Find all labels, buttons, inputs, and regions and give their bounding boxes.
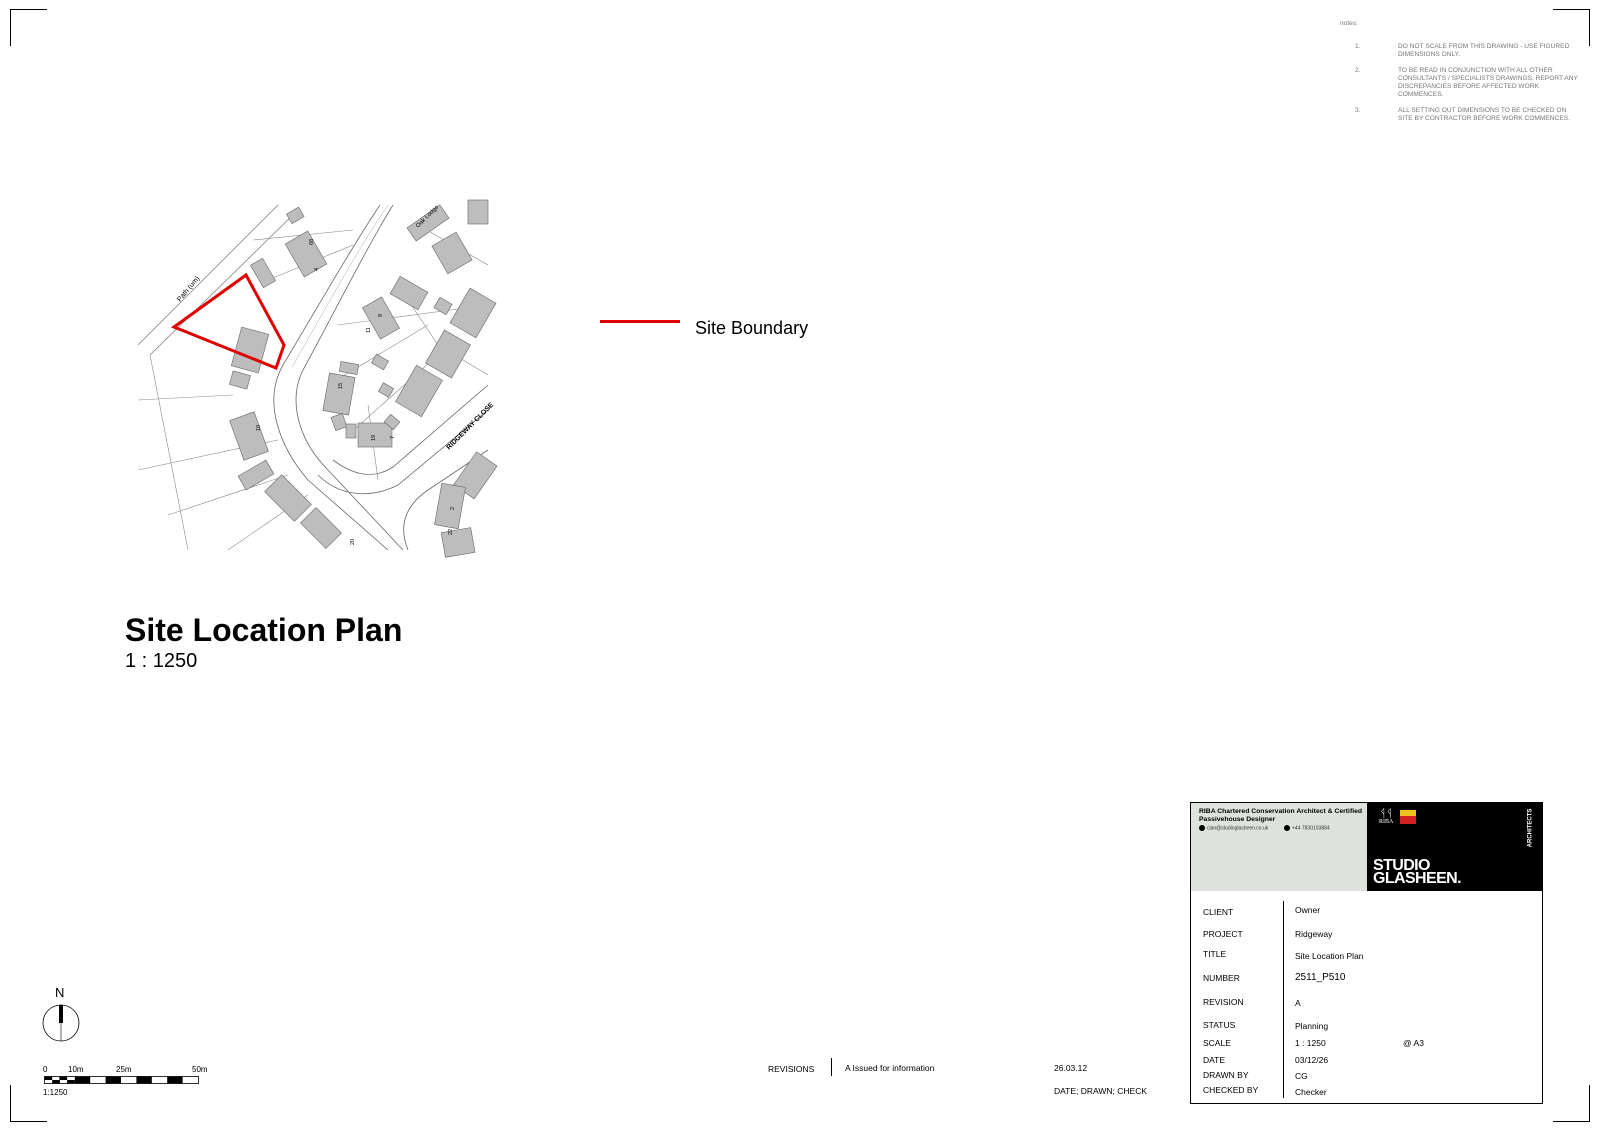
scale-ratio-label: 1:1250 bbox=[43, 1088, 68, 1097]
title-block-header bbox=[1191, 803, 1542, 891]
project-label: PROJECT bbox=[1203, 929, 1243, 939]
phone-contact bbox=[1284, 825, 1330, 831]
north-label: N bbox=[55, 985, 65, 1000]
house-number-label: 4 bbox=[314, 267, 320, 271]
sheet-corner-mark bbox=[1553, 1085, 1590, 1122]
house-number-label: 68 bbox=[309, 238, 315, 245]
site-boundary-legend-label: Site Boundary bbox=[695, 318, 809, 338]
note-number: 3. bbox=[1355, 107, 1361, 114]
studio-brand-panel bbox=[1367, 803, 1542, 891]
revision-entry: A Issued for information bbox=[845, 1063, 935, 1073]
drawing-scale: 1 : 1250 bbox=[125, 650, 198, 672]
notes-panel bbox=[1340, 20, 1580, 131]
scale-tick-label: 10m bbox=[68, 1065, 84, 1074]
drawn-by-value: CG bbox=[1295, 1071, 1308, 1081]
project-value: Ridgeway bbox=[1295, 929, 1333, 939]
revision-columns-label: DATE; DRAWN; CHECK bbox=[1054, 1086, 1148, 1096]
note-text: DO NOT SCALE FROM THIS DRAWING - USE FIGURED DIMENSIONS ONLY. bbox=[1398, 43, 1570, 58]
scale-value: 1 : 1250 bbox=[1295, 1038, 1326, 1048]
scale-bar bbox=[44, 1076, 200, 1086]
site-map bbox=[138, 204, 496, 550]
drawing-title: Site Location Plan bbox=[125, 612, 403, 648]
checked-by-value: Checker bbox=[1295, 1087, 1327, 1097]
revisions-divider bbox=[831, 1058, 832, 1076]
riba-logo-text: RIBA bbox=[1379, 819, 1394, 825]
status-label: STATUS bbox=[1203, 1020, 1236, 1030]
house-number-label: 11 bbox=[366, 327, 372, 333]
number-value: 2511_P510 bbox=[1295, 972, 1346, 983]
title-block bbox=[1190, 802, 1543, 1104]
passivhaus-logo bbox=[1400, 810, 1416, 824]
revision-label: REVISION bbox=[1203, 997, 1244, 1007]
north-arrow-icon bbox=[41, 1003, 81, 1043]
title-block-divider bbox=[1283, 901, 1284, 1098]
studio-logo-line1: STUDIO bbox=[1373, 857, 1430, 874]
client-value: Owner bbox=[1295, 905, 1321, 915]
ridgeway-close-label: RIDGEWAY CLOSE bbox=[445, 401, 496, 452]
architects-label: ARCHITECTS bbox=[1527, 808, 1534, 848]
practice-credentials: RIBA Chartered Conservation Architect & Certified Passivehouse Designer bbox=[1199, 808, 1363, 823]
notes-heading: notes: bbox=[1340, 20, 1358, 27]
studio-logo bbox=[1373, 859, 1461, 885]
note-item bbox=[1340, 67, 1580, 99]
phone-text: +44 7830103884 bbox=[1292, 825, 1330, 832]
paper-size-value: @ A3 bbox=[1403, 1038, 1424, 1048]
title-value: Site Location Plan bbox=[1295, 951, 1364, 961]
status-value: Planning bbox=[1295, 1021, 1329, 1031]
map-buildings bbox=[229, 200, 497, 557]
house-number-label: 9 bbox=[378, 313, 384, 317]
email-text: cian@studioglasheen.co.uk bbox=[1207, 825, 1269, 832]
site-boundary-legend-swatch bbox=[600, 320, 680, 323]
practice-info-panel bbox=[1191, 803, 1367, 891]
path-label: Path (um) bbox=[176, 275, 202, 304]
checked-by-label: CHECKED BY bbox=[1203, 1085, 1259, 1095]
house-number-label: 2 bbox=[450, 506, 456, 510]
note-number: 2. bbox=[1355, 67, 1361, 74]
revision-value: A bbox=[1295, 998, 1301, 1008]
riba-logo: ᛩᛩ RIBA bbox=[1379, 808, 1394, 825]
sheet-corner-mark bbox=[10, 9, 47, 46]
house-number-label: 22 bbox=[448, 528, 454, 535]
house-number-label: 10 bbox=[256, 424, 262, 431]
date-value: 03/12/26 bbox=[1295, 1055, 1329, 1065]
scale-tick-label: 0 bbox=[43, 1065, 48, 1074]
house-number-label: 15 bbox=[338, 382, 344, 389]
house-number-label: 7 bbox=[390, 435, 396, 439]
house-number-label: 20 bbox=[350, 538, 356, 545]
note-number: 1. bbox=[1355, 43, 1361, 50]
note-text: TO BE READ IN CONJUNCTION WITH ALL OTHER CONSULTANTS / SPECIALISTS DRAWINGS. REPORT ANY DISCREPANCIES BEFORE AFFECTED WORK COMMENCES. bbox=[1398, 67, 1578, 98]
revisions-label: REVISIONS bbox=[768, 1064, 815, 1074]
studio-logo-line2: GLASHEEN. bbox=[1373, 870, 1461, 887]
number-label: NUMBER bbox=[1203, 973, 1240, 983]
phone-icon bbox=[1284, 825, 1290, 831]
email-contact bbox=[1199, 825, 1268, 831]
house-number-label: 19 bbox=[371, 434, 377, 441]
revision-date: 26.03.12 bbox=[1054, 1063, 1088, 1073]
drawn-by-label: DRAWN BY bbox=[1203, 1070, 1249, 1080]
note-item bbox=[1340, 107, 1580, 123]
scale-label: SCALE bbox=[1203, 1038, 1231, 1048]
note-item bbox=[1340, 43, 1580, 59]
client-label: CLIENT bbox=[1203, 907, 1234, 917]
email-icon bbox=[1199, 825, 1205, 831]
oak-lodge-label: Oak Lodge bbox=[415, 204, 441, 230]
scale-tick-label: 25m bbox=[116, 1065, 132, 1074]
sheet-corner-mark bbox=[10, 1085, 47, 1122]
scale-tick-label: 50m bbox=[192, 1065, 208, 1074]
note-text: ALL SETTING OUT DIMENSIONS TO BE CHECKED ON SITE BY CONTRACTOR BEFORE WORK COMMENCES. bbox=[1398, 107, 1570, 122]
title-label: TITLE bbox=[1203, 949, 1227, 959]
date-label: DATE bbox=[1203, 1055, 1226, 1065]
